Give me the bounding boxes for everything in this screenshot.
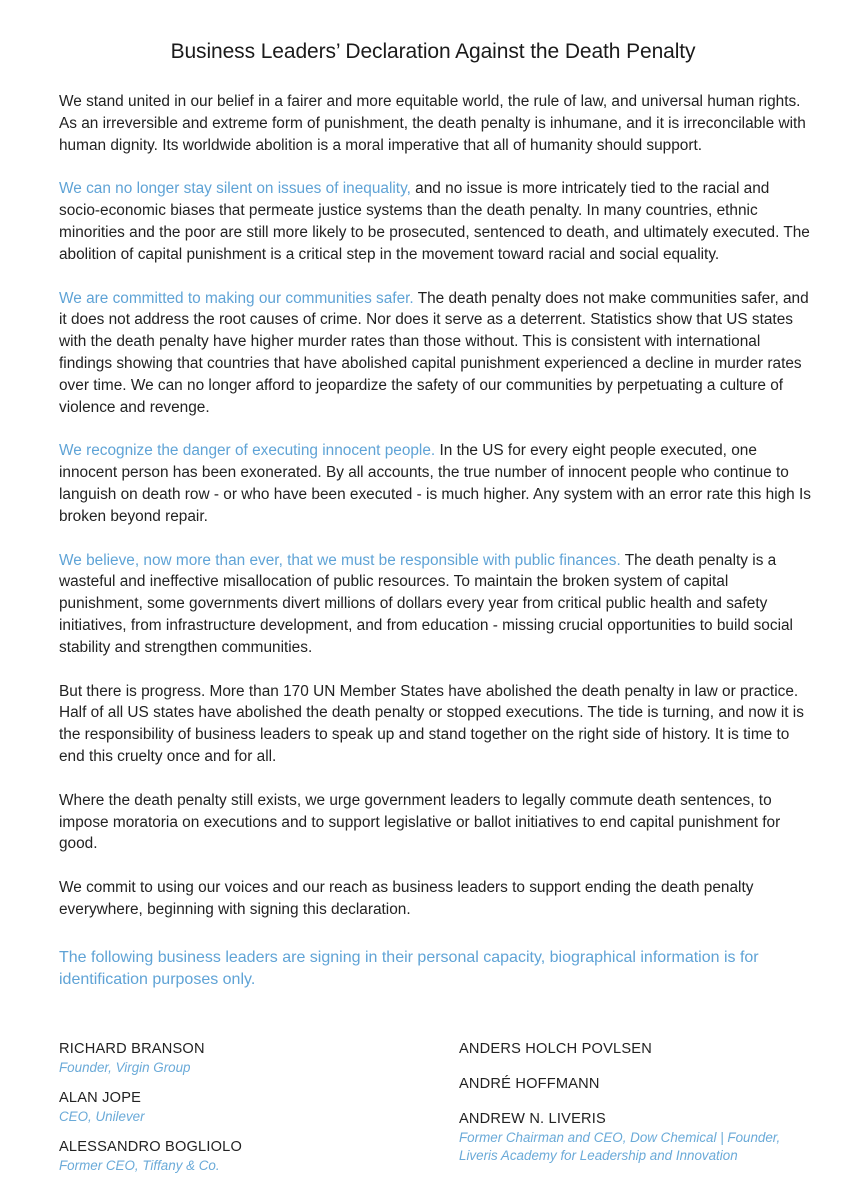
paragraph-4 [59,440,811,527]
paragraph-3 [59,288,811,419]
paragraph-7 [59,790,811,855]
paragraph-8-text: We commit to using our voices and our reach as business leaders to support ending the death penalty everywhere, beginning with signing this declaration. [59,879,754,918]
signer-entry [459,1075,819,1094]
signer-entry [59,1138,399,1175]
signer-name: ANDREW N. LIVERIS [459,1111,606,1127]
paragraph-3-highlight: We are committed to making our communities safer. [59,289,414,307]
paragraph-4-highlight: We recognize the danger of executing innocent people. [59,442,436,460]
signers-list [59,1040,819,1190]
signer-entry [459,1110,819,1165]
signer-entry [459,1040,819,1059]
document-title: Business Leaders’ Declaration Against the Death Penalty [170,40,696,63]
paragraph-5-text: The death penalty is a wasteful and ineffective misallocation of public resources. To maintain the broken system of capital punishment, some governments divert millions of dollars every year from critical public health and safety initiatives, from infrastructure development, and from education - missing crucial opportunities to build social stability and strengthen communities. [59,551,793,656]
paragraph-3-text: The death penalty does not make communities safer, and it does not address the root causes of crime. Nor does it serve as a deterrent. Statistics show that US states with the death penalty have higher murder rates than those without. This is consistent with international findings showing that countries that have abolished capital punishment experienced a decline in murder rates over time. We can no longer afford to jeopardize the safety of our communities by perpetuating a culture of violence and revenge. [59,289,809,416]
signer-role: Former Chairman and CEO, Dow Chemical | Founder, Liveris Academy for Leadership and Innovation [459,1130,781,1163]
paragraph-2-text: and no issue is more intricately tied to the racial and socio-economic biases that permeate justice systems than the death penalty. In many countries, ethnic minorities and the poor are still more likely to be prosecuted, sentenced to death, and ultimately executed. The abolition of capital punishment is a critical step in the movement toward racial and social equality. [59,180,810,263]
signers-column-right [459,1040,819,1181]
signer-name: ANDERS HOLCH POVLSEN [459,1041,652,1057]
signing-note: The following business leaders are signing in their personal capacity, biographical information is for identification purposes only. [59,948,759,988]
paragraph-4-text: In the US for every eight people executed, one innocent person has been exonerated. By all accounts, the true number of innocent people who continue to languish on death row - or who have been executed - is much higher. Any system with an error rate this high Is broken beyond repair. [59,442,811,525]
signer-name: ALAN JOPE [59,1090,142,1106]
paragraph-2-highlight: We can no longer stay silent on issues of inequality, [59,180,411,198]
signer-entry [59,1089,399,1126]
signer-role: Founder, Virgin Group [59,1060,191,1075]
paragraph-1 [59,91,811,156]
paragraph-1-text: We stand united in our belief in a fairer and more equitable world, the rule of law, and universal human rights. As an irreversible and extreme form of punishment, the death penalty is inhumane, and it is irreconcilable with human dignity. Its worldwide abolition is a moral imperative that all of humanity should support. [59,93,806,154]
paragraph-5 [59,550,811,659]
signer-role: CEO, Unilever [59,1109,145,1124]
paragraph-5-highlight: We believe, now more than ever, that we must be responsible with public finances. [59,551,621,569]
signer-role: Former CEO, Tiffany & Co. [59,1158,220,1173]
signer-name: RICHARD BRANSON [59,1041,205,1057]
paragraph-7-text: Where the death penalty still exists, we urge government leaders to legally commute death sentences, to impose moratoria on executions and to support legislative or ballot initiatives to end capital punishment for good. [59,791,781,853]
paragraph-8 [59,877,811,921]
signer-name: ALESSANDRO BOGLIOLO [59,1139,243,1155]
paragraph-2 [59,178,811,265]
paragraph-6 [59,681,811,768]
declaration-body [59,91,811,991]
signers-column-left [59,1040,399,1187]
signer-entry [59,1040,399,1077]
signer-name: ANDRÉ HOFFMANN [459,1076,600,1092]
paragraph-6-text: But there is progress. More than 170 UN Member States have abolished the death penalty in law or practice. Half of all US states have abolished the death penalty or stopped executions. The tide is turning, and now it is the responsibility of business leaders to speak up and stand together on the right side of history. It is time to end this cruelty once and for all. [59,682,804,765]
